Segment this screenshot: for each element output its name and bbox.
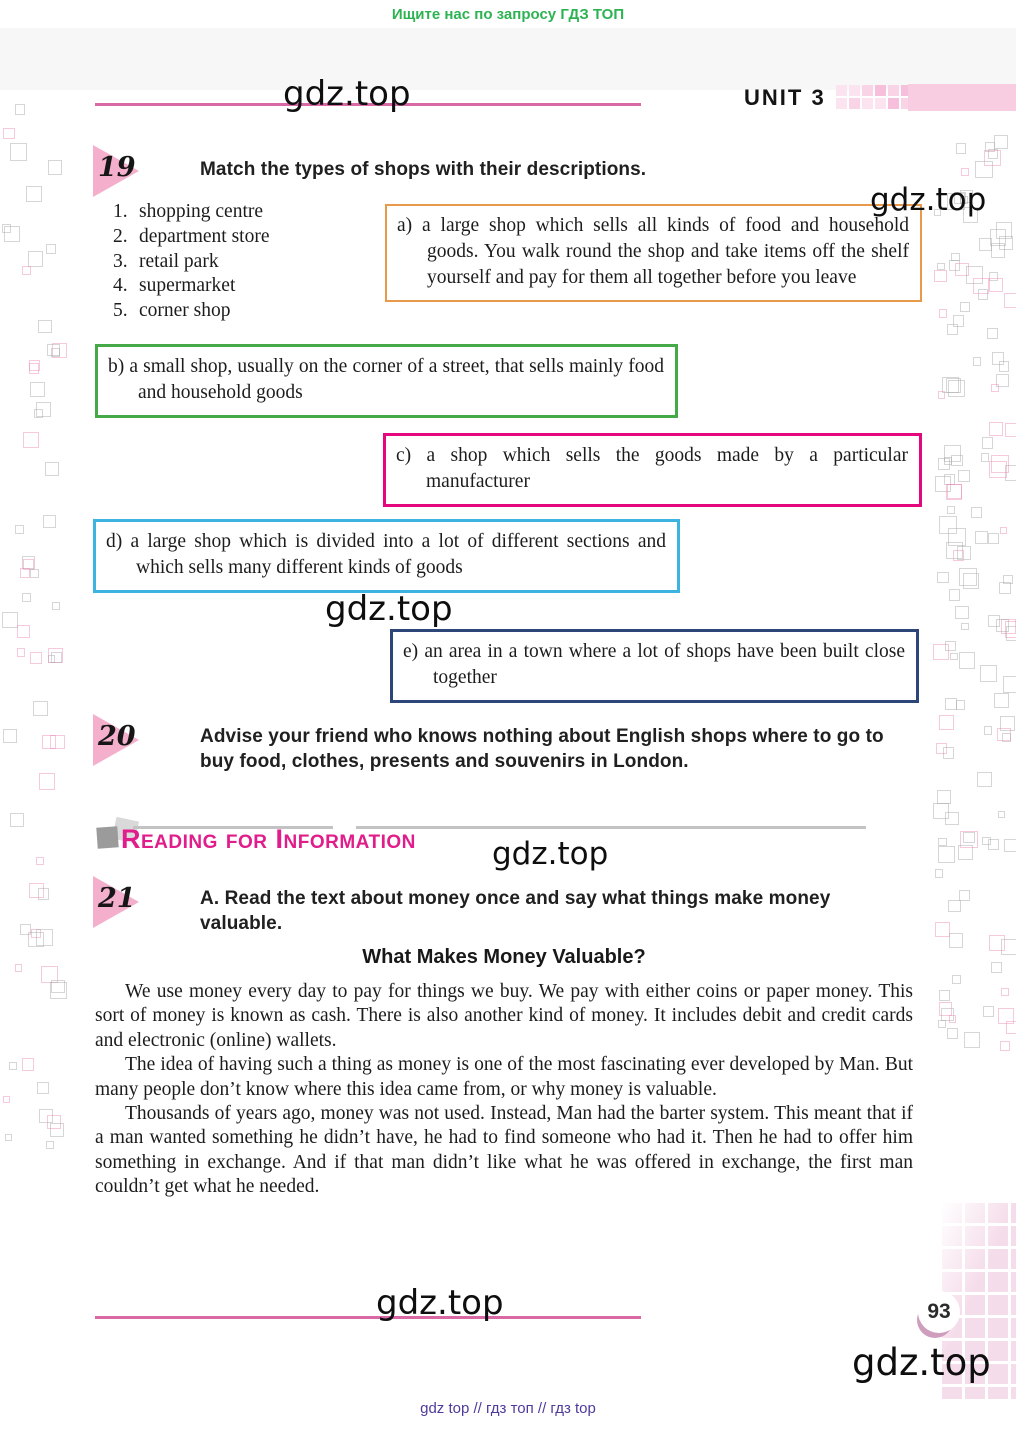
- pixel-square-decor: [991, 962, 1003, 974]
- section-rule-right: [356, 826, 866, 829]
- list-item: 2. department store: [113, 225, 270, 247]
- pixel-square-decor: [948, 380, 965, 397]
- pixel-square-decor: [955, 606, 968, 619]
- top-band: [0, 28, 1016, 90]
- pixel-square-decor: [950, 653, 957, 660]
- pixel-square-decor: [991, 384, 999, 392]
- pixel-square-decor: [1002, 733, 1011, 742]
- pixel-square-decor: [964, 1032, 979, 1047]
- pixel-square-decor: [5, 1134, 12, 1141]
- description-box-a: a) a large shop which sells all kinds of food and household goods. You walk round the shop and take items off the shelf yourself and pay for them all together before you leave: [385, 204, 922, 302]
- exercise-number: 19: [98, 152, 136, 183]
- pixel-square-decor: [938, 838, 946, 846]
- pixel-square-decor: [1000, 716, 1015, 731]
- checker-cell: [849, 98, 860, 109]
- pixel-square-decor: [15, 104, 25, 114]
- reading-title: What Makes Money Valuable?: [362, 946, 646, 968]
- pixel-square-decor: [1001, 988, 1009, 996]
- watermark: gdz.top: [376, 1283, 504, 1323]
- pixel-square-decor: [994, 693, 1009, 708]
- pixel-square-decor: [984, 150, 1001, 167]
- pixel-square-decor: [980, 665, 997, 682]
- checker-cell: [862, 85, 873, 96]
- footer-links[interactable]: gdz top // гдз топ // гдз top: [420, 1400, 596, 1417]
- pixel-square-decor: [29, 360, 40, 371]
- watermark: gdz.top: [283, 74, 411, 114]
- pixel-square-decor: [36, 857, 44, 865]
- checker-cell: [862, 98, 873, 109]
- pixel-square-decor: [961, 623, 968, 630]
- pixel-square-decor: [22, 266, 31, 275]
- pixel-square-decor: [938, 846, 955, 863]
- exercise-19-instruction: Match the types of shops with their descriptions.: [200, 159, 647, 180]
- pixel-square-decor: [1003, 676, 1016, 693]
- checker-cell: [888, 85, 899, 96]
- watermark: gdz.top: [492, 836, 609, 872]
- pixel-square-decor: [33, 701, 48, 716]
- pixel-square-decor: [949, 1015, 957, 1023]
- paragraph: The idea of having such a thing as money is one of the most fascinating ever developed by Man. But many people don’t know where this idea came from, or why money is valuable.: [95, 1054, 913, 1100]
- pixel-square-decor: [10, 813, 24, 827]
- pixel-square-decor: [937, 790, 951, 804]
- section-title: Reading for Information: [121, 824, 416, 854]
- pixel-square-decor: [949, 589, 960, 600]
- pixel-square-decor: [30, 652, 42, 664]
- pixel-square-decor: [45, 462, 59, 476]
- pixel-square-decor: [26, 186, 42, 202]
- pixel-square-decor: [973, 357, 982, 366]
- pixel-square-decor: [971, 507, 982, 518]
- pixel-square-decor: [990, 229, 1006, 245]
- pixel-square-decor: [22, 593, 31, 602]
- description-box-c: c) a shop which sells the goods made by a particular manufacturer: [383, 433, 922, 507]
- unit-label: UNIT 3: [744, 85, 826, 110]
- pixel-square-decor: [50, 1123, 64, 1137]
- pixel-square-decor: [952, 975, 961, 984]
- pixel-square-decor: [988, 533, 999, 544]
- pixel-square-decor: [977, 772, 992, 787]
- top-notice: Ищите нас по запросу ГДЗ ТОП: [391, 6, 625, 23]
- pixel-square-decor: [43, 515, 56, 528]
- shop-types-list: [113, 200, 270, 324]
- pixel-square-decor: [15, 525, 24, 534]
- pixel-square-decor: [999, 582, 1011, 594]
- pixel-square-decor: [52, 602, 61, 611]
- pixel-square-decor: [38, 888, 49, 899]
- pixel-square-decor: [957, 546, 971, 560]
- pixel-square-decor: [960, 302, 970, 312]
- pixel-square-decor: [39, 1109, 53, 1123]
- pixel-square-decor: [949, 260, 960, 271]
- pixel-square-decor: [994, 135, 1008, 149]
- pixel-square-decor: [1000, 527, 1007, 534]
- paragraph: We use money every day to pay for things we buy. We pay with either coins or paper money. This sort of money is known as cash. There is also another kind of money. It includes debit and credit cards and electronic (online) wallets.: [95, 981, 913, 1051]
- pixel-square-decor: [963, 832, 975, 844]
- pixel-square-decor: [982, 437, 994, 449]
- pixel-square-decor: [47, 344, 60, 357]
- pixel-square-decor: [963, 573, 979, 589]
- pixel-square-decor: [933, 644, 949, 660]
- pixel-square-decor: [938, 458, 950, 470]
- pixel-square-decor: [958, 845, 974, 861]
- checker-cell: [836, 98, 847, 109]
- pixel-square-decor: [17, 625, 30, 638]
- pixel-square-decor: [1004, 293, 1016, 308]
- pixel-square-decor: [46, 244, 56, 254]
- list-item: 4. supermarket: [113, 275, 236, 297]
- watermark: gdz.top: [325, 589, 453, 629]
- pixel-square-decor: [48, 160, 62, 174]
- description-box-b: b) a small shop, usually on the corner of a street, that sells mainly food and household goods: [95, 344, 678, 418]
- pixel-square-decor: [999, 361, 1009, 371]
- decor-left-strip: [0, 0, 70, 1432]
- list-item: 5. corner shop: [113, 300, 231, 322]
- exercise-number: 21: [98, 883, 136, 914]
- pixel-square-decor: [1000, 1041, 1010, 1051]
- exercise-21-instruction: A. Read the text about money once and say what things make money valuable.: [200, 888, 831, 935]
- exercise-19-marker: [93, 145, 139, 197]
- pixel-square-decor: [937, 572, 948, 583]
- checker-cell: [888, 98, 899, 109]
- pixel-square-decor: [989, 461, 1006, 478]
- pixel-square-decor: [2, 224, 11, 233]
- pixel-square-decor: [948, 900, 961, 913]
- pixel-square-decor: [959, 890, 970, 901]
- pixel-square-decor: [23, 432, 39, 448]
- pixel-square-decor: [1004, 839, 1016, 852]
- pixel-square-decor: [34, 409, 43, 418]
- pixel-square-decor: [989, 278, 1003, 292]
- footer-rule: [95, 1316, 641, 1319]
- pixel-square-decor: [946, 484, 962, 500]
- pixel-square-decor: [978, 289, 989, 300]
- pixel-square-decor: [41, 966, 58, 983]
- pixel-square-decor: [988, 839, 1000, 851]
- pixel-square-decor: [30, 569, 39, 578]
- pixel-square-decor: [3, 729, 17, 743]
- pixel-square-decor: [37, 1082, 49, 1094]
- pixel-square-decor: [989, 422, 1003, 436]
- description-box-d: d) a large shop which is divided into a lot of different sections and which sells many different kinds of goods: [93, 519, 680, 593]
- pixel-square-decor: [998, 1008, 1014, 1024]
- watermark: gdz.top: [852, 1341, 991, 1384]
- pixel-square-decor: [988, 615, 1000, 627]
- unit-pink-bar: [908, 84, 1016, 111]
- pixel-square-decor: [17, 648, 26, 657]
- pixel-square-decor: [981, 453, 989, 461]
- checker-cell: [849, 85, 860, 96]
- pixel-square-decor: [10, 143, 27, 160]
- pixel-square-decor: [46, 1141, 54, 1149]
- pixel-square-decor: [20, 568, 30, 578]
- pixel-square-decor: [39, 773, 55, 789]
- pixel-square-decor: [948, 528, 966, 546]
- pixel-square-decor: [949, 933, 964, 948]
- pixel-square-decor: [9, 1062, 18, 1071]
- pixel-square-decor: [987, 328, 998, 339]
- pixel-square-decor: [3, 1096, 10, 1103]
- pixel-square-decor: [951, 455, 962, 466]
- section-square-icon: [96, 826, 118, 848]
- pixel-square-decor: [947, 324, 958, 335]
- pixel-square-decor: [956, 143, 967, 154]
- pixel-square-decor: [42, 735, 56, 749]
- pixel-square-decor: [959, 652, 975, 668]
- paragraph: Thousands of years ago, money was not used. Instead, Man had the barter system. This meant that if a man wanted something he didn’t have, he had to find someone who had it. Then he had to offer him something in exchange. And if that man didn’t like what he was offered in exchange, the first man couldn’t get what he needed.: [95, 1103, 913, 1198]
- pixel-square-decor: [935, 869, 943, 877]
- pixel-square-decor: [36, 929, 53, 946]
- pixel-square-decor: [51, 652, 62, 663]
- pixel-square-decor: [22, 1058, 35, 1071]
- pixel-square-decor: [943, 747, 954, 758]
- pixel-square-decor: [984, 726, 992, 734]
- exercise-20-marker: [93, 714, 139, 766]
- description-box-e: e) an area in a town where a lot of shops have been built close together: [390, 629, 919, 703]
- pixel-square-decor: [958, 470, 970, 482]
- exercise-number: 20: [98, 721, 136, 752]
- pixel-square-decor: [3, 128, 15, 140]
- pixel-square-decor: [1001, 939, 1016, 955]
- pixel-square-decor: [937, 263, 944, 270]
- pixel-square-decor: [961, 168, 969, 176]
- pixel-square-decor: [939, 1002, 953, 1016]
- list-item: 3. retail park: [113, 250, 219, 272]
- watermark: gdz.top: [870, 182, 987, 218]
- pixel-square-decor: [38, 320, 51, 333]
- pixel-square-decor: [50, 982, 67, 999]
- pixel-square-decor: [983, 1006, 994, 1017]
- pixel-square-decor: [939, 309, 947, 317]
- pixel-square-decor: [975, 531, 988, 544]
- pixel-square-decor: [15, 964, 23, 972]
- exercise-20-instruction: Advise your friend who knows nothing about English shops where to go to buy food, clothes, presents and souvenirs in London.: [200, 726, 884, 773]
- pixel-square-decor: [939, 715, 954, 730]
- pixel-square-decor: [947, 1028, 958, 1039]
- pixel-square-decor: [933, 803, 949, 819]
- pixel-square-decor: [934, 270, 946, 282]
- list-item: 1. shopping centre: [113, 201, 264, 222]
- checker-cell: [836, 85, 847, 96]
- page-number: 93: [918, 1291, 960, 1333]
- exercise-21-marker: [93, 876, 139, 928]
- pixel-square-decor: [30, 382, 45, 397]
- pixel-square-decor: [939, 990, 950, 1001]
- pixel-square-decor: [1005, 423, 1016, 437]
- pixel-square-decor: [945, 698, 958, 711]
- checker-cell: [875, 85, 886, 96]
- pixel-square-decor: [28, 251, 43, 266]
- checker-cell: [875, 98, 886, 109]
- reading-body: [95, 980, 913, 1200]
- pixel-square-decor: [947, 506, 955, 514]
- pixel-square-decor: [998, 811, 1005, 818]
